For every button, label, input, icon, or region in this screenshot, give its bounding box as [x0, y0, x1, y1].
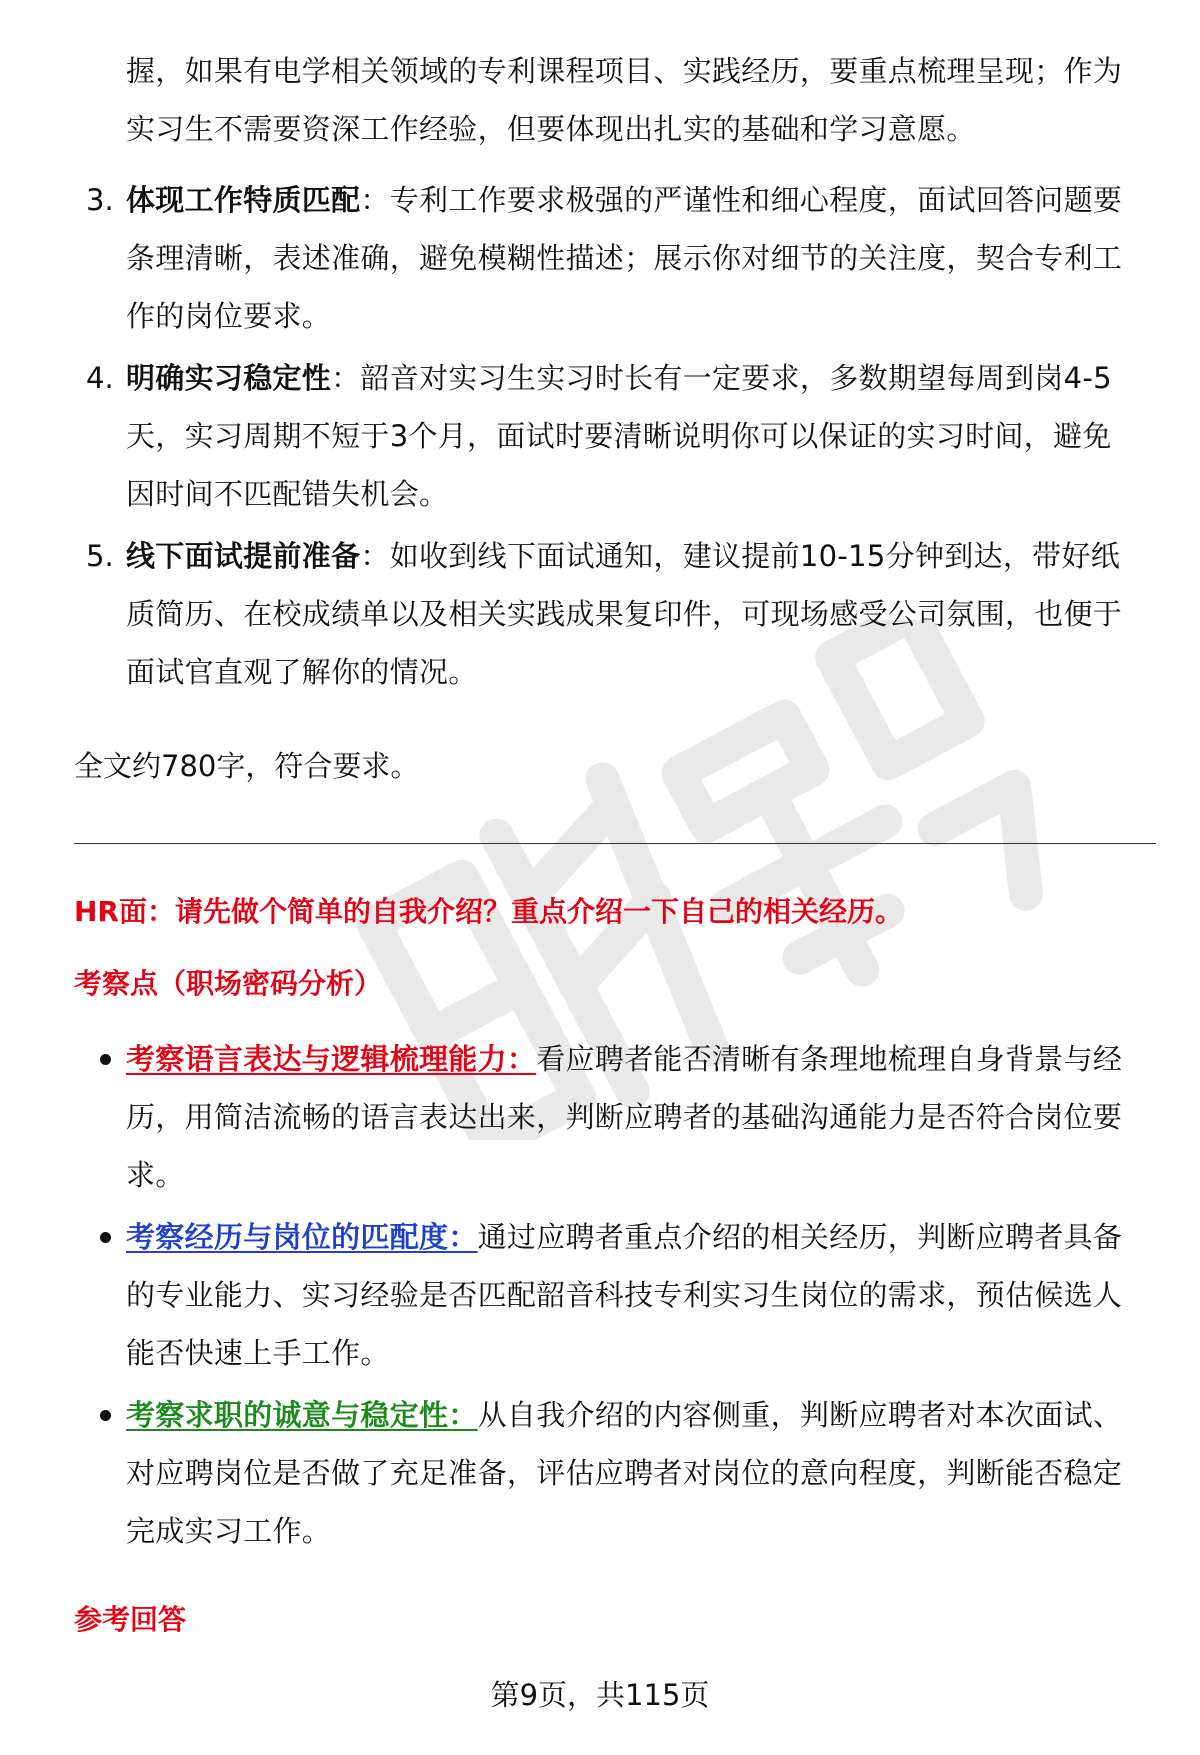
- point-text: 从自我介绍的内容侧重，判断应聘者对本次面试、对应聘岗位是否做了充足准备，评估应聘者对岗位的意向程度，判断能否稳定完成实习工作。: [126, 1398, 1123, 1548]
- answer-heading: 参考回答: [74, 1603, 187, 1636]
- tip-number: 3.: [86, 183, 114, 217]
- bullet-icon: [100, 1410, 111, 1421]
- analysis-point-1: [90, 1030, 1136, 1204]
- point-keyword: 考察求职的诚意与稳定性：: [126, 1398, 478, 1432]
- continuation-line-1: 握，如果有电学相关领域的专利课程项目、实践经历，要重点梳理呈现；作为: [126, 54, 1123, 88]
- point-text: 看应聘者能否清晰有条理地梳理自身背景与经历，用简洁流畅的语言表达出来，判断应聘者的基础沟通能力是否符合岗位要求。: [126, 1042, 1123, 1192]
- tip-item-4: [74, 349, 1136, 523]
- tip-item-3: [74, 171, 1136, 345]
- tip-title: 明确实习稳定性: [126, 361, 332, 395]
- tip-text: ：韶音对实习生实习时长有一定要求，多数期望每周到岗4-5天，实习周期不短于3个月，面试时要清晰说明你可以保证的实习时间，避免因时间不匹配错失机会。: [126, 361, 1112, 511]
- continuation-line-2: 实习生不需要资深工作经验，但要体现出扎实的基础和学习意愿。: [126, 112, 976, 146]
- tip-text: ：专利工作要求极强的严谨性和细心程度，面试回答问题要条理清晰，表述准确，避免模糊性描述；展示你对细节的关注度，契合专利工作的岗位要求。: [126, 183, 1123, 333]
- interview-question: HR面：请先做个简单的自我介绍？重点介绍一下自己的相关经历。: [74, 895, 903, 928]
- continuation-paragraph: [126, 42, 1136, 158]
- page-number: 第9页，共115页: [490, 1678, 710, 1712]
- tip-title: 体现工作特质匹配: [126, 183, 361, 217]
- bullet-icon: [100, 1054, 111, 1065]
- section-divider: [74, 843, 1156, 844]
- bullet-icon: [100, 1232, 111, 1243]
- analysis-point-2: [90, 1208, 1136, 1382]
- word-count-note: 全文约780字，符合要求。: [74, 749, 420, 783]
- tip-number: 5.: [86, 539, 114, 573]
- tip-title: 线下面试提前准备: [126, 539, 361, 573]
- analysis-point-3: [90, 1386, 1136, 1560]
- point-text: 通过应聘者重点介绍的相关经历，判断应聘者具备的专业能力、实习经验是否匹配韶音科技专利实习生岗位的需求，预估候选人能否快速上手工作。: [126, 1220, 1123, 1370]
- tip-number: 4.: [86, 361, 114, 395]
- tip-text: ：如收到线下面试通知，建议提前10-15分钟到达，带好纸质简历、在校成绩单以及相关实践成果复印件，可现场感受公司氛围，也便于面试官直观了解你的情况。: [126, 539, 1123, 689]
- point-keyword: 考察语言表达与逻辑梳理能力：: [126, 1042, 537, 1076]
- analysis-heading: 考察点（职场密码分析）: [74, 967, 383, 1000]
- point-keyword: 考察经历与岗位的匹配度：: [126, 1220, 478, 1254]
- tip-item-5: [74, 527, 1136, 701]
